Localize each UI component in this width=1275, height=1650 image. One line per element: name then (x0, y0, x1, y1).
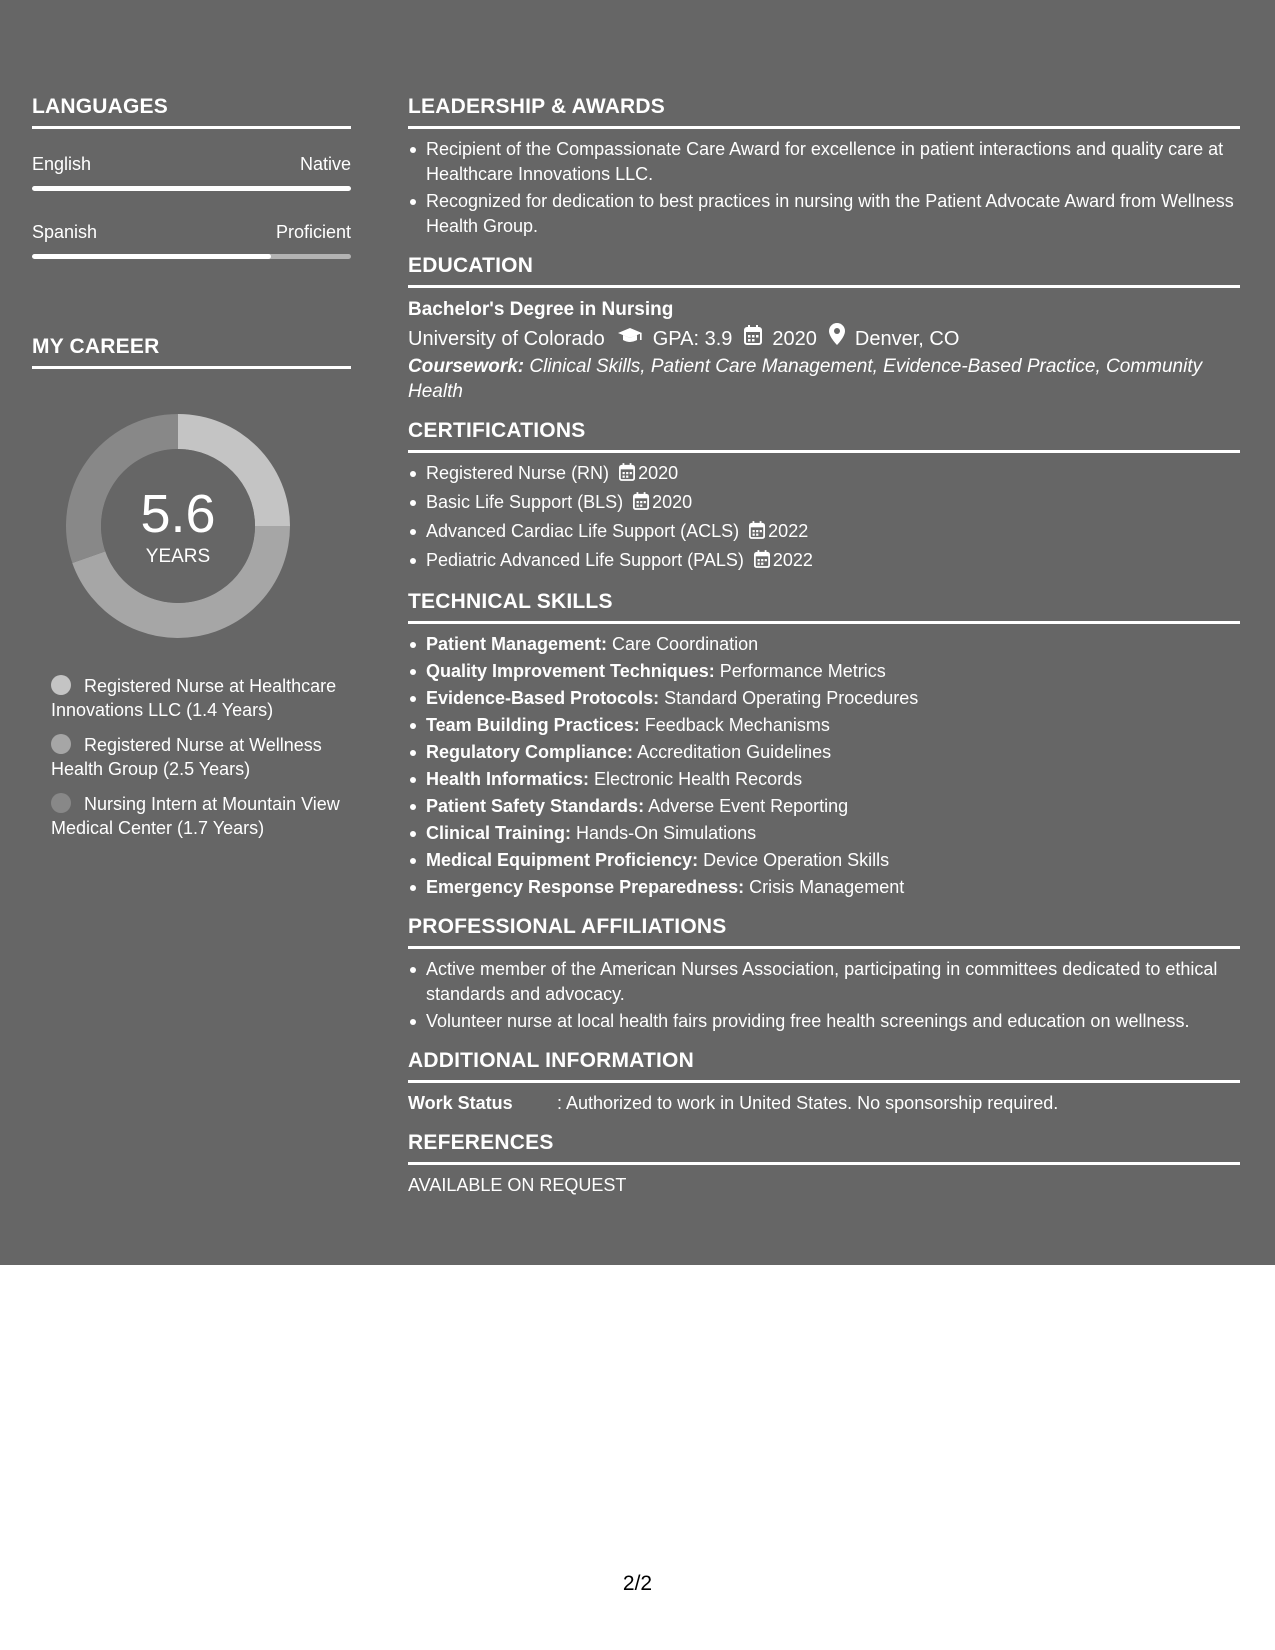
language-item (32, 153, 351, 191)
education-title: EDUCATION (408, 254, 534, 277)
graduation-cap-icon (617, 324, 643, 354)
skill-value: Electronic Health Records (594, 769, 803, 789)
list-item (408, 461, 1240, 488)
education-meta (408, 323, 1240, 354)
language-bar (32, 254, 351, 259)
work-status-row (408, 1091, 1240, 1116)
calendar-icon (749, 521, 765, 546)
skill-label: Patient Safety Standards: (426, 796, 645, 816)
coursework-text: Clinical Skills, Patient Care Management, Evidence-Based Practice, Community Health (408, 356, 1203, 402)
certification-year: 2020 (638, 463, 679, 483)
references-rule (408, 1162, 1240, 1165)
education-location: Denver, CO (854, 327, 960, 350)
list-item (51, 733, 341, 781)
list-item (408, 632, 1240, 657)
education-rule (408, 285, 1240, 288)
certification-name: Advanced Cardiac Life Support (ACLS) (426, 521, 740, 541)
list-item: Active member of the American Nurses Association, participating in committees dedicated to ethical standards and advocacy. (408, 957, 1240, 1007)
leadership-section (408, 94, 1240, 239)
education-gpa: GPA: 3.9 (652, 327, 733, 350)
skill-value: Crisis Management (749, 877, 905, 897)
list-item (51, 674, 341, 722)
list-item (408, 490, 1240, 517)
skill-value: Adverse Event Reporting (648, 796, 849, 816)
language-level: Native (299, 154, 351, 174)
skill-label: Regulatory Compliance: (426, 742, 634, 762)
certification-name: Basic Life Support (BLS) (426, 492, 624, 512)
education-section (408, 253, 1240, 404)
language-bar-fill (32, 186, 351, 191)
legend-dot (51, 675, 71, 695)
work-status-value: : Authorized to work in United States. No sponsorship required. (557, 1093, 1059, 1113)
certifications-rule (408, 450, 1240, 453)
certifications-list (408, 461, 1240, 575)
career-legend (51, 674, 341, 851)
additional-rule (408, 1080, 1240, 1083)
list-item (408, 548, 1240, 575)
list-item (408, 767, 1240, 792)
list-item: Volunteer nurse at local health fairs providing free health screenings and education on wellness. (408, 1009, 1240, 1034)
career-donut-chart (66, 414, 290, 638)
language-bar-fill (32, 254, 271, 259)
calendar-icon (619, 463, 635, 488)
skill-value: Accreditation Guidelines (637, 742, 832, 762)
list-item (408, 821, 1240, 846)
affiliations-title: PROFESSIONAL AFFILIATIONS (408, 915, 727, 938)
leadership-list (408, 137, 1240, 239)
education-year: 2020 (772, 327, 817, 350)
right-column (408, 94, 1240, 1212)
skill-value: Care Coordination (612, 634, 759, 654)
list-item (408, 875, 1240, 900)
references-text: AVAILABLE ON REQUEST (408, 1175, 627, 1195)
career-item-text: Registered Nurse at Healthcare Innovations LLC (1.4 Years) (51, 676, 337, 720)
legend-dot (51, 734, 71, 754)
certifications-section (408, 418, 1240, 575)
skills-section (408, 589, 1240, 900)
skill-value: Feedback Mechanisms (644, 715, 830, 735)
language-name: English (32, 154, 92, 174)
education-school: University of Colorado (408, 327, 605, 350)
skills-list (408, 632, 1240, 900)
affiliations-section (408, 914, 1240, 1034)
skill-value: Standard Operating Procedures (664, 688, 919, 708)
list-item (408, 686, 1240, 711)
skill-label: Emergency Response Preparedness: (426, 877, 745, 897)
list-item (408, 713, 1240, 738)
certification-year: 2022 (768, 521, 809, 541)
career-item-text: Registered Nurse at Wellness Health Group (2.5 Years) (51, 735, 322, 779)
list-item: Recognized for dedication to best practices in nursing with the Patient Advocate Award from Wellness Health Group. (408, 189, 1240, 239)
references-title: REFERENCES (408, 1131, 554, 1154)
career-item-text: Nursing Intern at Mountain View Medical Center (1.7 Years) (51, 794, 340, 838)
additional-section (408, 1048, 1240, 1116)
calendar-icon (633, 492, 649, 517)
calendar-icon (754, 550, 770, 575)
certification-name: Registered Nurse (RN) (426, 463, 610, 483)
language-level: Proficient (275, 222, 351, 242)
references-section (408, 1130, 1240, 1198)
career-total-unit: YEARS (145, 546, 211, 567)
skill-value: Hands-On Simulations (576, 823, 757, 843)
skill-label: Medical Equipment Proficiency: (426, 850, 699, 870)
language-bar (32, 186, 351, 191)
affiliations-rule (408, 946, 1240, 949)
left-column (32, 94, 351, 838)
skills-rule (408, 621, 1240, 624)
language-item (32, 221, 351, 259)
list-item (408, 519, 1240, 546)
career-total-value: 5.6 (140, 484, 216, 544)
certification-year: 2022 (772, 550, 813, 570)
affiliations-list (408, 957, 1240, 1034)
skill-label: Patient Management: (426, 634, 608, 654)
career-rule (32, 366, 351, 369)
skill-label: Quality Improvement Techniques: (426, 661, 715, 681)
list-item (51, 792, 341, 840)
work-status-label: Work Status (408, 1093, 513, 1113)
list-item (408, 659, 1240, 684)
page-indicator: 2/2 (622, 1572, 653, 1595)
calendar-icon (744, 324, 762, 354)
certifications-title: CERTIFICATIONS (408, 419, 586, 442)
coursework-label: Coursework: (408, 356, 525, 377)
skill-label: Evidence-Based Protocols: (426, 688, 660, 708)
list-item (408, 794, 1240, 819)
skill-label: Health Informatics: (426, 769, 590, 789)
skill-label: Clinical Training: (426, 823, 572, 843)
legend-dot (51, 793, 71, 813)
skill-value: Device Operation Skills (703, 850, 890, 870)
additional-title: ADDITIONAL INFORMATION (408, 1049, 694, 1072)
education-degree: Bachelor's Degree in Nursing (408, 299, 674, 320)
education-coursework (408, 354, 1240, 404)
list-item (408, 848, 1240, 873)
languages-title: LANGUAGES (32, 95, 168, 118)
career-section (32, 334, 351, 369)
languages-section (32, 94, 351, 259)
certification-name: Pediatric Advanced Life Support (PALS) (426, 550, 744, 570)
leadership-rule (408, 126, 1240, 129)
list-item (408, 740, 1240, 765)
skill-value: Performance Metrics (719, 661, 886, 681)
languages-rule (32, 126, 351, 129)
map-pin-icon (829, 323, 845, 354)
skills-title: TECHNICAL SKILLS (408, 590, 613, 613)
career-title: MY CAREER (32, 335, 160, 358)
skill-label: Team Building Practices: (426, 715, 640, 735)
leadership-title: LEADERSHIP & AWARDS (408, 95, 665, 118)
language-name: Spanish (32, 222, 98, 242)
list-item: Recipient of the Compassionate Care Award for excellence in patient interactions and quality care at Healthcare Innovations LLC. (408, 137, 1240, 187)
certification-year: 2020 (652, 492, 693, 512)
